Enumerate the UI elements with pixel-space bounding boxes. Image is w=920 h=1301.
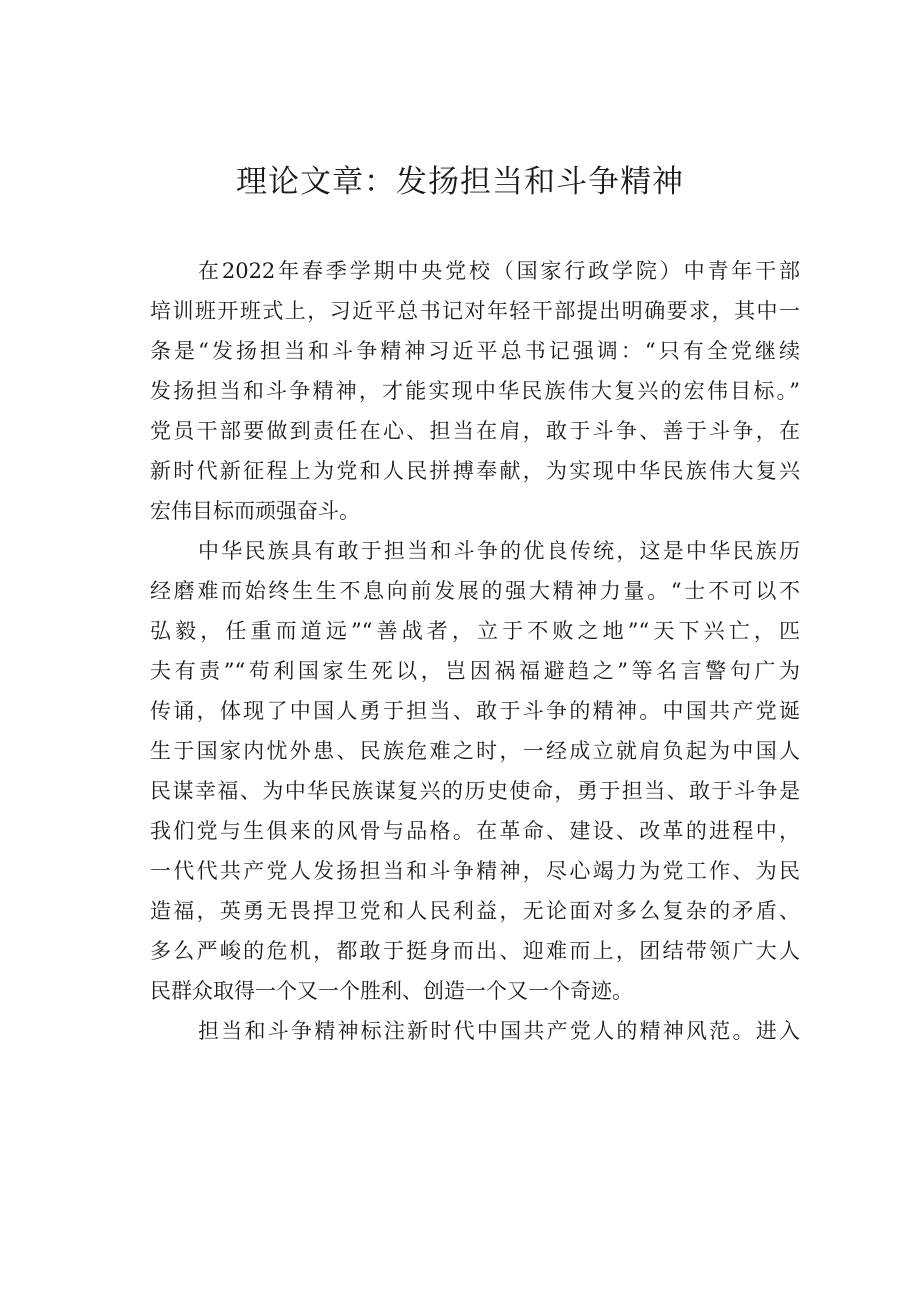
paragraph-line: 中华民族具有敢于担当和斗争的优良传统，这是中华民族历	[198, 539, 800, 563]
paragraph-line: 弘毅，任重而道远”“善战者，立于不败之地”“天下兴亡，匹	[150, 619, 800, 643]
paragraph-line: 民谋幸福、为中华民族谋复兴的历史使命，勇于担当、敢于斗争是	[150, 779, 800, 803]
paragraph-line: 新时代新征程上为党和人民拼搏奉献，为实现中华民族伟大复兴	[150, 459, 800, 483]
paragraph-line: 一代代共产党人发扬担当和斗争精神，尽心竭力为党工作、为民	[150, 859, 800, 883]
paragraph-line: 在2022年春季学期中央党校（国家行政学院）中青年干部	[198, 259, 800, 283]
paragraph-line: 夫有责”“苟利国家生死以，岂因祸福避趋之”等名言警句广为	[150, 659, 800, 683]
paragraph-line: 造福，英勇无畏捍卫党和人民利益，无论面对多么复杂的矛盾、	[150, 899, 800, 923]
paragraph-line: 担当和斗争精神标注新时代中国共产党人的精神风范。进入	[198, 1019, 800, 1043]
paragraph-2	[150, 531, 800, 1011]
paragraph-line: 生于国家内忧外患、民族危难之时，一经成立就肩负起为中国人	[150, 739, 800, 763]
paragraph-line: 培训班开班式上，习近平总书记对年轻干部提出明确要求，其中一	[150, 299, 800, 323]
paragraph-1	[150, 251, 800, 531]
paragraph-line: 发扬担当和斗争精神，才能实现中华民族伟大复兴的宏伟目标。”	[150, 379, 800, 403]
paragraph-line: 传诵，体现了中国人勇于担当、敢于斗争的精神。中国共产党诞	[150, 699, 800, 723]
paragraph-line: 条是“发扬担当和斗争精神习近平总书记强调：“只有全党继续	[150, 339, 800, 363]
paragraph-line: 我们党与生俱来的风骨与品格。在革命、建设、改革的进程中，	[150, 819, 800, 843]
paragraph-3	[150, 1011, 800, 1051]
paragraph-line: 多么严峻的危机，都敢于挺身而出、迎难而上，团结带领广大人	[150, 939, 800, 963]
document-title: 理论文章：发扬担当和斗争精神	[236, 164, 684, 200]
paragraph-line: 党员干部要做到责任在心、担当在肩，敢于斗争、善于斗争，在	[150, 419, 800, 443]
paragraph-line: 经磨难而始终生生不息向前发展的强大精神力量。“士不可以不	[150, 579, 800, 603]
paragraph-line: 宏伟目标而顽强奋斗。	[150, 499, 360, 523]
paragraph-line: 民群众取得一个又一个胜利、创造一个又一个奇迹。	[150, 979, 633, 1003]
document-body	[150, 251, 800, 1051]
